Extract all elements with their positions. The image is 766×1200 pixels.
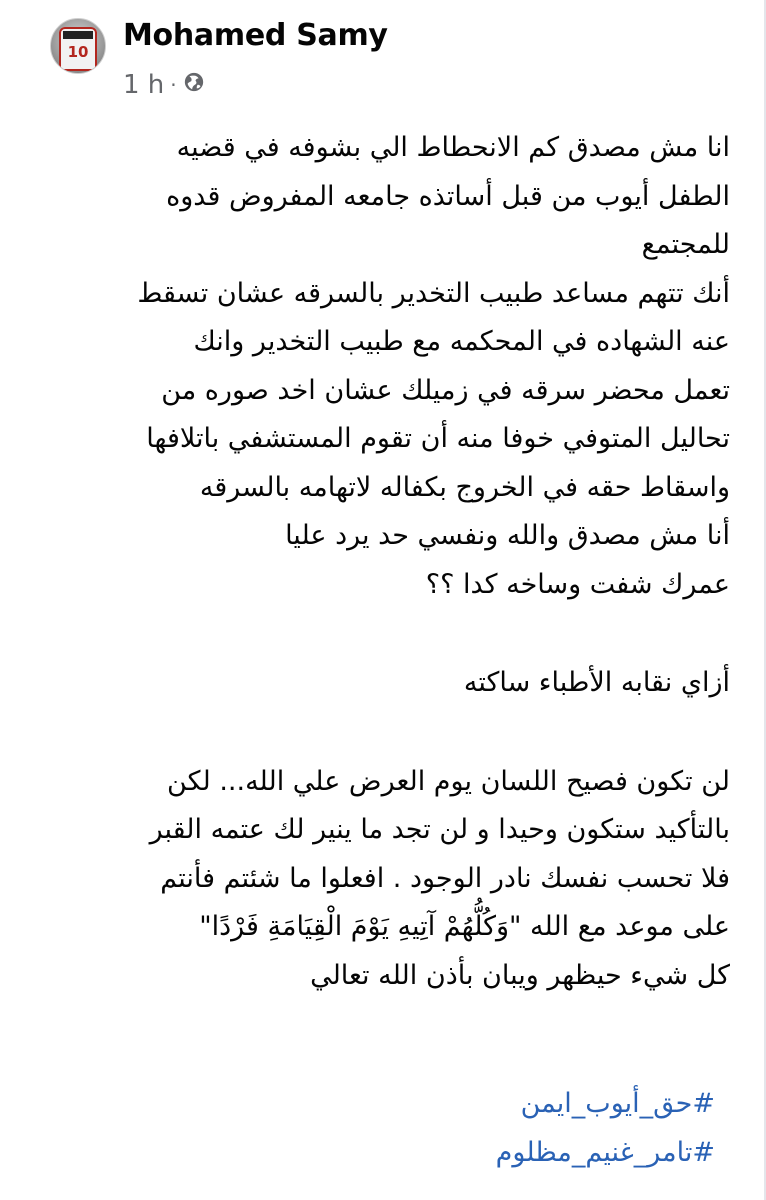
hashtag-list [40, 1080, 715, 1177]
post-line: كل شيء حيظهر ويبان بأذن الله تعالي [310, 959, 730, 991]
meta-separator: · [170, 73, 177, 97]
post-text [40, 124, 730, 1000]
avatar-stripe [63, 31, 93, 39]
paragraph-gap [40, 708, 730, 758]
hashtag-link[interactable]: #حق_أيوب_ايمن [520, 1088, 715, 1119]
post-line: انا مش مصدق كم الانحطاط الي بشوفه في قضيه [176, 132, 730, 163]
post-line: للمجتمع [641, 229, 730, 260]
post-line: عمرك شفت وساخه كدا ؟؟ [425, 568, 730, 600]
post-line: الطفل أيوب من قبل أساتذه جامعه المفروض قدوه [166, 180, 730, 212]
avatar-number: 10 [67, 43, 89, 61]
post-line: تعمل محضر سرقه في زميلك عشان اخد صوره من [161, 374, 730, 406]
author-name[interactable]: Mohamed Samy [123, 18, 388, 53]
post-line: عنه الشهاده في المحكمه مع طبيب التخدير وانك [193, 326, 730, 357]
globe-icon[interactable] [183, 70, 205, 100]
post-line: تحاليل المتوفي خوفا منه أن تقوم المستشفي باتلافها [146, 423, 730, 454]
avatar[interactable] [50, 18, 106, 74]
post-line: فلا تحسب نفسك نادر الوجود . افعلوا ما شئتم فأنتم [160, 862, 730, 894]
post-line: على موعد مع الله "وَكُلُّهُمْ آتِيهِ يَوْمَ الْقِيَامَةِ فَرْدًا" [199, 911, 730, 942]
hashtag-link[interactable]: #تامر_غنيم_مظلوم [495, 1136, 715, 1168]
paragraph-gap [40, 609, 730, 659]
post-line: أزاي نقابه الأطباء ساكته [463, 667, 730, 698]
post-line: لن تكون فصيح اللسان يوم العرض علي الله... لكن [167, 765, 730, 797]
post-line: أنا مش مصدق والله ونفسي حد يرد عليا [285, 520, 730, 551]
post-timestamp[interactable]: 1 h [123, 70, 165, 100]
post-line: واسقاط حقه في الخروج بكفاله لاتهامه بالسرقه [199, 471, 730, 503]
post-line: أنك تتهم مساعد طبيب التخدير بالسرقه عشان تسقط [137, 277, 730, 309]
post-meta [123, 70, 205, 100]
post-line: بالتأكيد ستكون وحيدا و لن تجد ما ينير لك عتمه القبر [149, 814, 730, 845]
post-header [0, 0, 766, 110]
